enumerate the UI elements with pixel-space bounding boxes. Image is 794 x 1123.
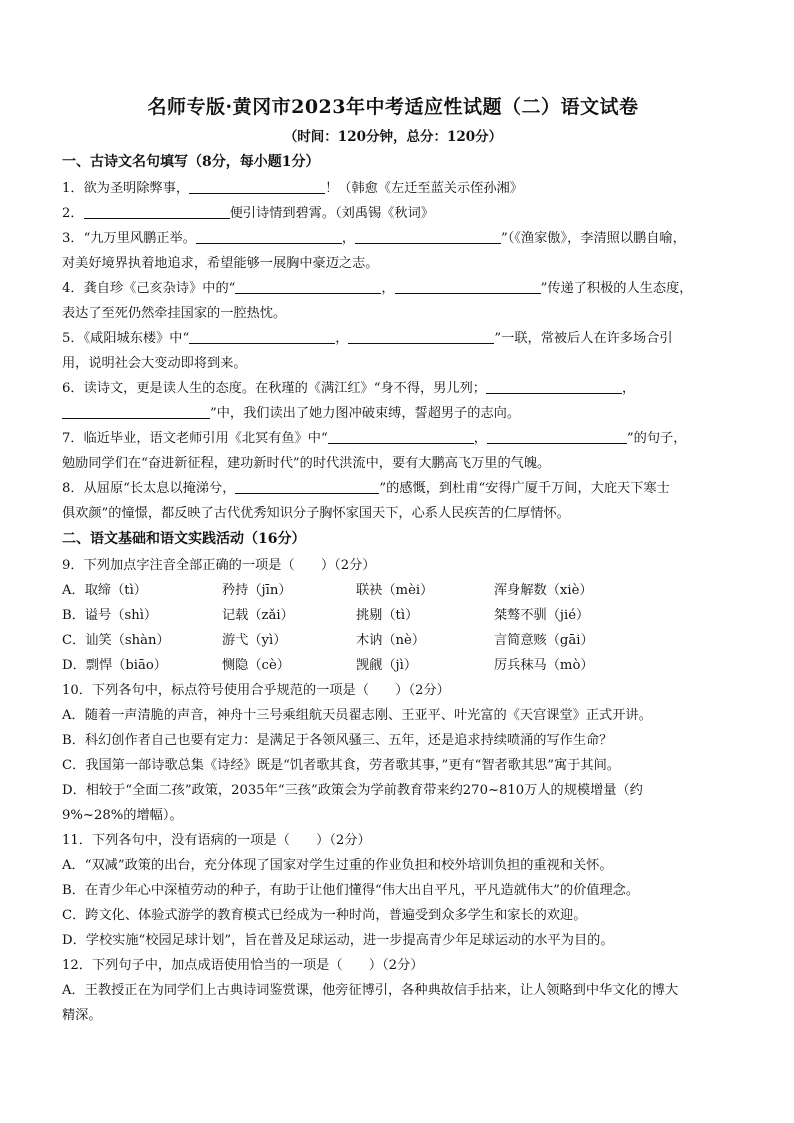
- q11-option-d[interactable]: D．学校实施“校园足球计划”，旨在普及足球运动，进一步提高青少年足球运动的水平为目的。: [62, 933, 614, 948]
- option-item: 游弋（yì）: [222, 633, 287, 648]
- option-item: 桀骜不驯（jié）: [494, 608, 590, 623]
- question-6: [62, 376, 724, 426]
- q10-option-a[interactable]: A．随着一声清脆的声音，神舟十三号乘组航天员翟志刚、王亚平、叶光富的《天宫课堂》正式开讲。: [62, 708, 652, 723]
- q8-text-post: ”的感慨，到杜甫“安得广厦千万间，大庇天下寒士: [379, 481, 670, 496]
- exam-time-score: （时间：120分钟，总分：120分）: [283, 129, 503, 145]
- option-item: 矜持（jīn）: [222, 583, 292, 598]
- question-11-stem: 11．下列各句中，没有语病的一项是（ ）（2分）: [62, 833, 371, 848]
- exam-title: 名师专版·黄冈市2023年中考适应性试题（二）语文试卷: [147, 96, 639, 118]
- answer-blank[interactable]: [348, 329, 494, 344]
- q7-text-post: ”的句子，: [626, 431, 687, 446]
- q1-text-post: ！（韩愈《左迁至蓝关示侄孙湘》: [325, 181, 523, 196]
- question-7: [62, 426, 724, 476]
- answer-blank[interactable]: [62, 404, 210, 419]
- option-item: D．剽悍（biāo）: [62, 658, 167, 673]
- question-12-stem: 12．下列句子中，加点成语使用恰当的一项是（ ）（2分）: [62, 958, 424, 973]
- option-item: 木讷（nè）: [356, 633, 426, 648]
- q4-text-pre: 4．龚自珍《己亥杂诗》中的“: [62, 281, 236, 296]
- answer-blank[interactable]: [84, 204, 230, 219]
- option-item: 厉兵秣马（mò）: [494, 658, 594, 673]
- q11-option-a[interactable]: A．“双减”政策的出台，充分体现了国家对学生过重的作业负担和校外培训负担的重视和关怀。: [62, 858, 613, 873]
- q7-text-pre: 7．临近毕业，语文老师引用《北冥有鱼》中“: [62, 431, 328, 446]
- q9-option-a[interactable]: [62, 578, 724, 603]
- answer-blank[interactable]: [395, 279, 541, 294]
- q12-option-a[interactable]: [62, 978, 724, 1028]
- question-1: [62, 176, 724, 201]
- q9-option-b[interactable]: [62, 603, 724, 628]
- q1-text-pre: 1．欲为圣明除弊事，: [62, 181, 190, 196]
- q3-text-post: ”（《渔家傲》，李清照以鹏自喻，: [501, 231, 686, 246]
- q3-text-mid: ，: [341, 231, 356, 246]
- question-8: [62, 476, 724, 526]
- q2-text-pre: 2．: [62, 206, 84, 221]
- option-item: A．取缔（tì）: [62, 583, 147, 598]
- answer-blank[interactable]: [235, 479, 379, 494]
- option-item: 觊觎（jì）: [356, 658, 418, 673]
- q8-text-pre: 8．从屈原“长太息以掩涕兮，: [62, 481, 236, 496]
- q4-text-post: ”传递了积极的人生态度，: [540, 281, 693, 296]
- option-item: C．讪笑（shàn）: [62, 633, 170, 648]
- q9-option-c[interactable]: [62, 628, 724, 653]
- section-1-heading: 一、古诗文名句填写（8分，每小题1分）: [62, 154, 320, 170]
- q2-text-post: 便引诗情到碧霄。（刘禹锡《秋词》: [229, 206, 434, 221]
- q4-text-mid: ，: [381, 281, 395, 296]
- q7-text-line2: 勉励同学们在“奋进新征程，建功新时代”的时代洪流中，要有大鹏高飞万里的气魄。: [62, 456, 551, 471]
- q5-text-post: ”一联，常被后人在许多场合引: [494, 331, 673, 346]
- q12-option-a-line2: 精深。: [62, 1008, 102, 1023]
- q5-text-line2: 用，说明社会大变动即将到来。: [62, 356, 247, 371]
- q11-option-b[interactable]: B．在青少年心中深植劳动的种子，有助于让他们懂得“伟大出自平凡，平凡造就伟大”的价值理念。: [62, 883, 640, 898]
- q4-text-line2: 表达了至死仍然牵挂国家的一腔热忱。: [62, 306, 287, 321]
- option-item: 联袂（mèi）: [356, 583, 434, 598]
- q6-text-line1: 6．读诗文，更是读人生的态度。在秋瑾的《满江红》“身不得，男儿列；: [62, 381, 486, 396]
- answer-blank[interactable]: [486, 379, 622, 394]
- q11-option-c[interactable]: C．跨文化、体验式游学的教育模式已经成为一种时尚，普遍受到众多学生和家长的欢迎。: [62, 908, 587, 923]
- option-item: 浑身解数（xiè）: [494, 583, 593, 598]
- q10-option-c[interactable]: C．我国第一部诗歌总集《诗经》既是“饥者歌其食，劳者歌其事，”更有“智者歌其思”寓于其间。: [62, 758, 620, 773]
- q5-text-mid: ，: [335, 331, 349, 346]
- q12-option-a-line1: A．王教授正在为同学们上古典诗词鉴赏课，他旁征博引，各种典故信手拈来，让人领略到中华文化的博大: [62, 983, 679, 998]
- answer-blank[interactable]: [235, 279, 381, 294]
- option-item: 言简意赅（gāi）: [494, 633, 594, 648]
- option-item: 恻隐（cè）: [222, 658, 290, 673]
- answer-blank[interactable]: [189, 329, 335, 344]
- option-item: 记载（zǎi）: [222, 608, 294, 623]
- q10-option-b[interactable]: B．科幻创作者自己也要有定力：是满足于各领风骚三、五年，还是追求持续喷涌的写作生命？: [62, 733, 613, 748]
- answer-blank[interactable]: [487, 429, 627, 444]
- option-item: 挑剔（tì）: [356, 608, 419, 623]
- q8-text-line2: 俱欢颜”的憧憬，都反映了古代优秀知识分子胸怀家国天下，心系人民疾苦的仁厚情怀。: [62, 506, 570, 521]
- q9-option-d[interactable]: [62, 653, 724, 678]
- question-10-stem: 10．下列各句中，标点符号使用合乎规范的一项是（ ）（2分）: [62, 683, 450, 698]
- option-item: B．谥号（shì）: [62, 608, 158, 623]
- question-9-stem: 9．下列加点字注音全部正确的一项是（ ）（2分）: [62, 558, 376, 573]
- q10-option-d[interactable]: [62, 778, 724, 828]
- question-5: [62, 326, 724, 376]
- q3-text-pre: 3．“九万里风鹏正举。: [62, 231, 196, 246]
- answer-blank[interactable]: [328, 429, 474, 444]
- question-2: [62, 201, 724, 226]
- q6-text-comma: ，: [621, 381, 636, 396]
- q10-option-d-line1: D．相较于“全面二孩”政策，2035年“三孩”政策会为学前教育带来约270~810万人的规模增量（约: [62, 783, 643, 798]
- q3-text-line2: 对美好境界执着地追求，希望能够一展胸中豪迈之志。: [62, 256, 379, 271]
- answer-blank[interactable]: [189, 179, 325, 194]
- section-2-heading: 二、语文基础和语文实践活动（16分）: [62, 531, 306, 547]
- q6-text-post: ”中，我们读出了她力图冲破束缚，誓超男子的志向。: [210, 406, 521, 421]
- q5-text-pre: 5．《咸阳城东楼》中“: [62, 331, 190, 346]
- question-3: [62, 226, 724, 276]
- answer-blank[interactable]: [196, 229, 342, 244]
- question-4: [62, 276, 724, 326]
- q10-option-d-line2: 9%~28%的增幅）。: [62, 808, 183, 823]
- answer-blank[interactable]: [355, 229, 501, 244]
- q7-text-mid: ，: [473, 431, 487, 446]
